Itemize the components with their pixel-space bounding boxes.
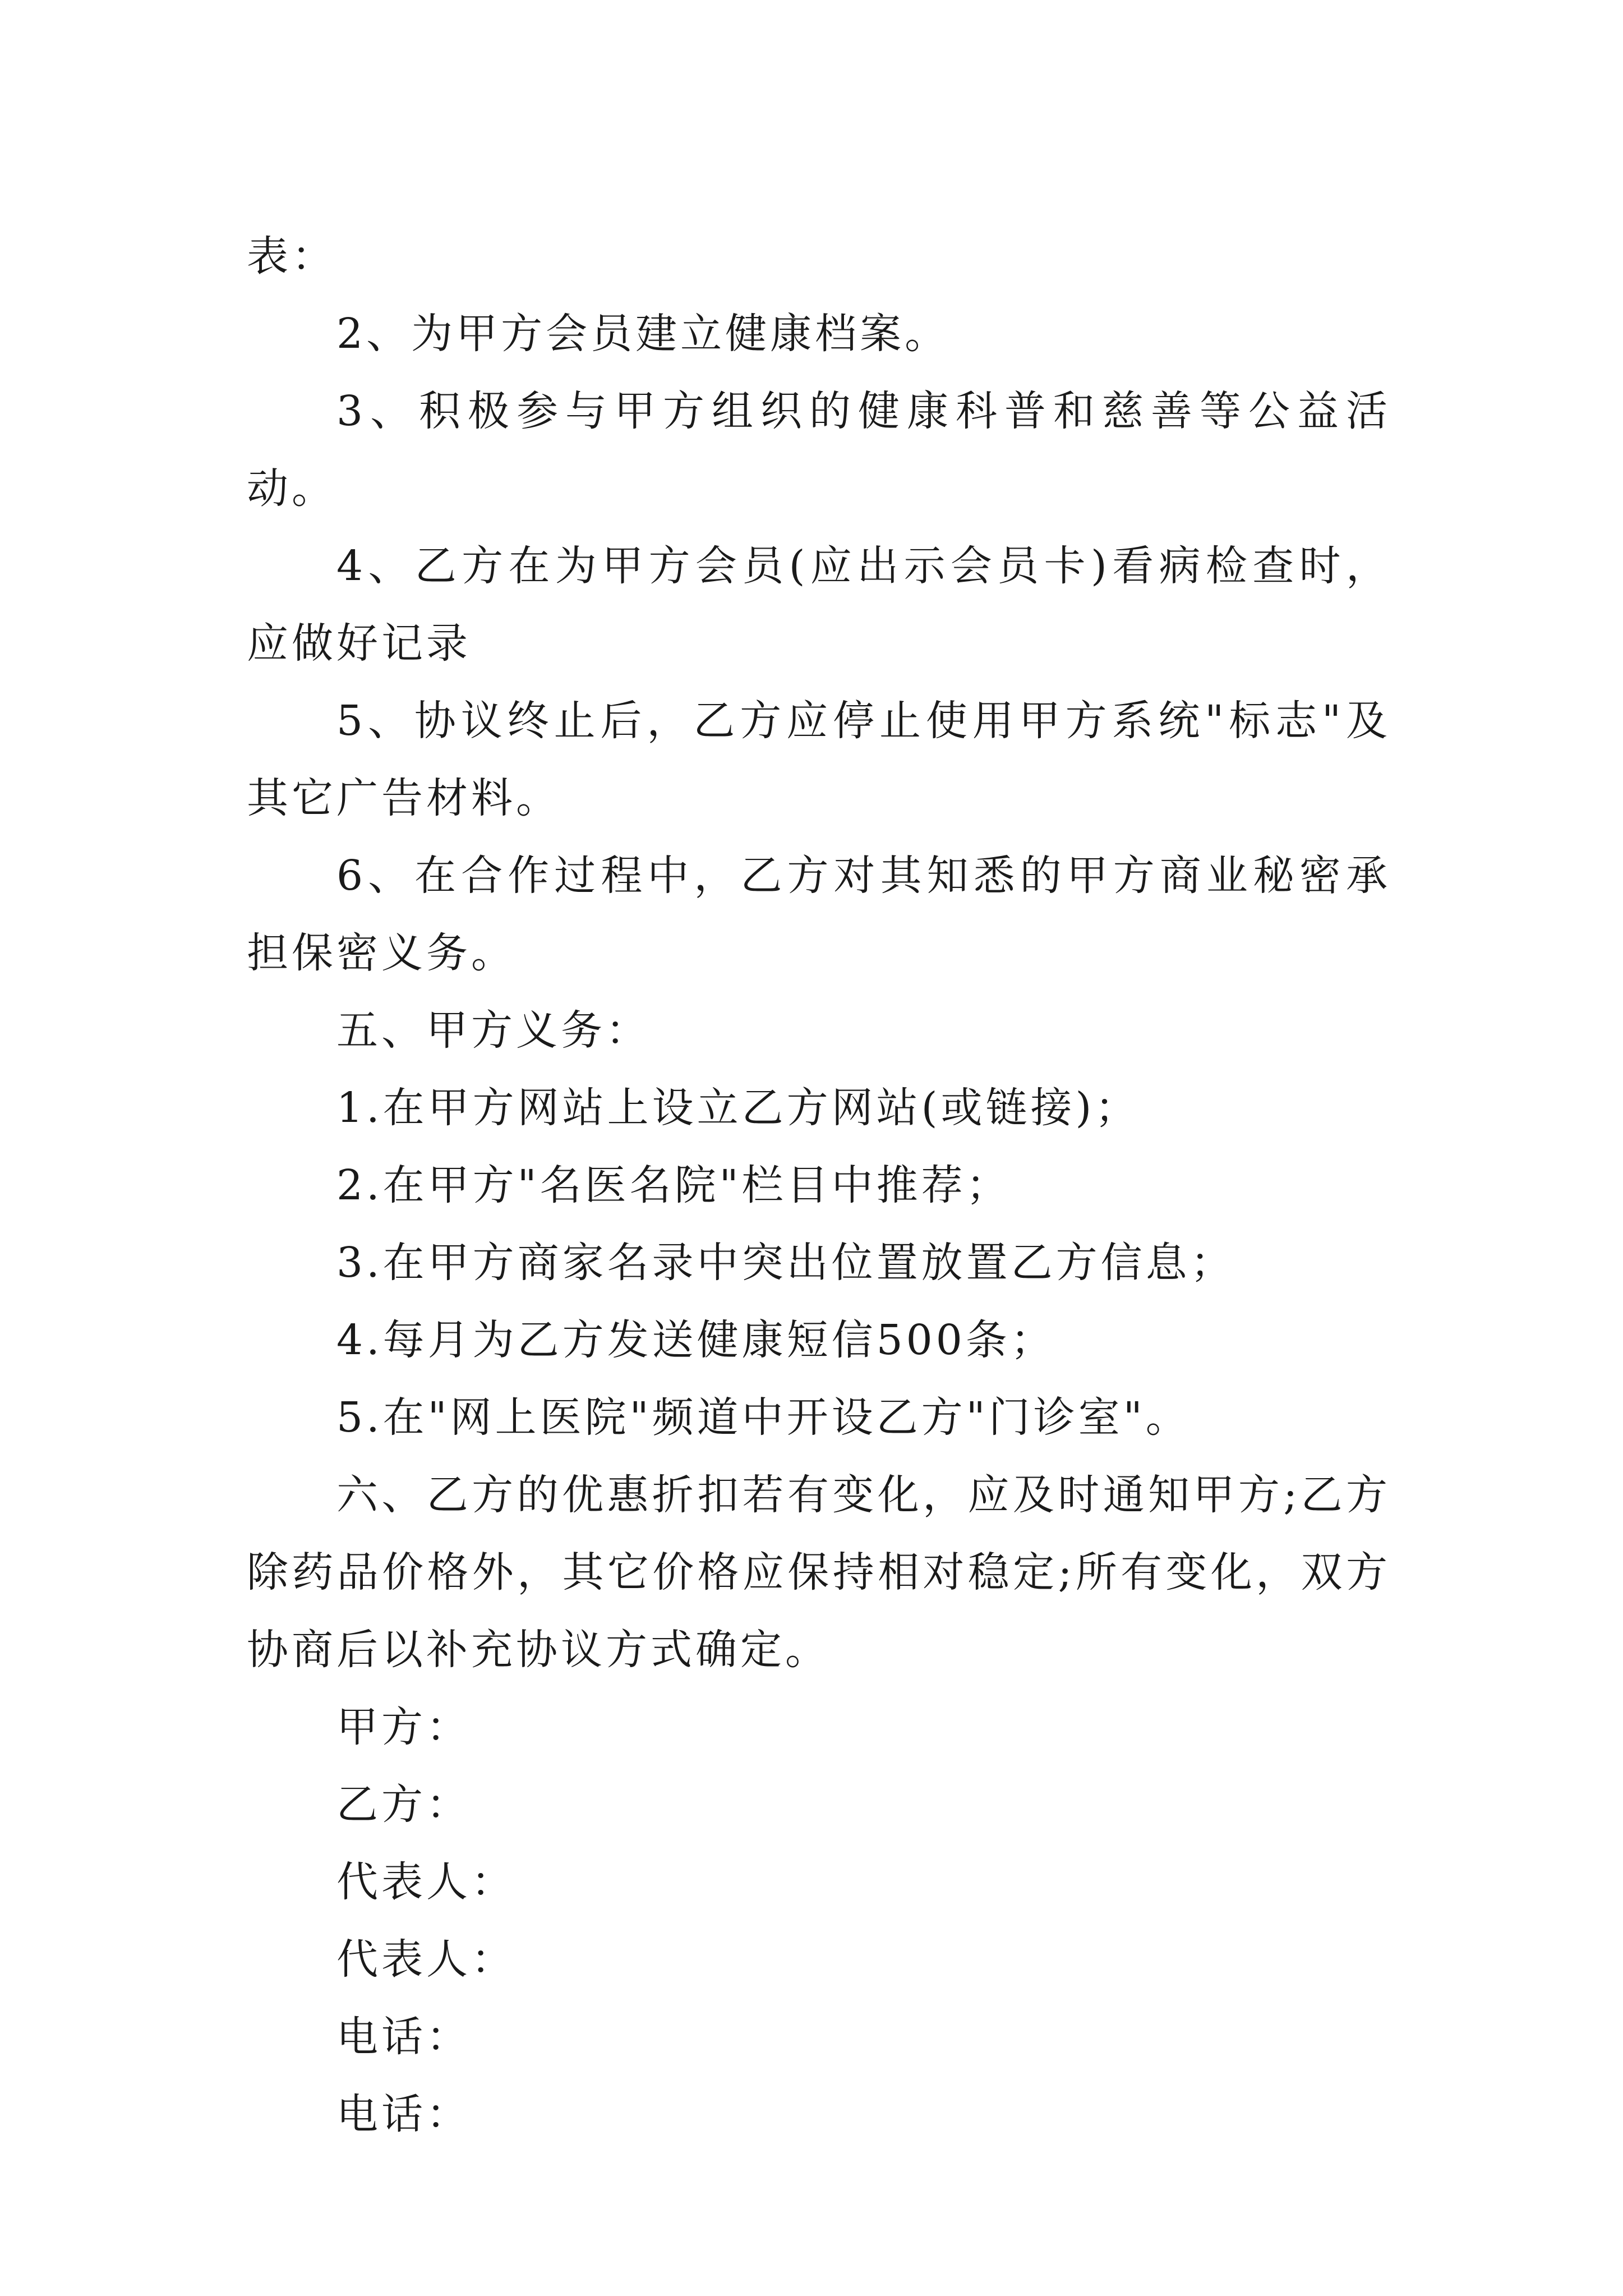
paragraph-item-6-confidentiality: 6、在合作过程中，乙方对其知悉的甲方商业秘密承担保密义务。 — [247, 852, 1391, 977]
signature-phone-a: 电话： — [336, 2013, 471, 2061]
paragraph-item-3-public-activities: 3、积极参与甲方组织的健康科普和慈善等公益活动。 — [247, 387, 1391, 513]
section-six-discount-changes: 六、乙方的优惠折扣若有变化，应及时通知甲方;乙方除药品价格外，其它价格应保持相对稳定;所有变化，双方协商后以补充协议方式确定。 — [247, 1471, 1391, 1674]
obligation-item-3: 3.在甲方商家名录中突出位置放置乙方信息； — [336, 1239, 1235, 1287]
signature-party-a: 甲方： — [336, 1703, 471, 1751]
signature-representative-b: 代表人： — [336, 1935, 516, 1984]
paragraph-item-2-health-records: 2、为甲方会员建立健康档案。 — [336, 310, 950, 358]
paragraph-item-5-stop-using-logo: 5、协议终止后，乙方应停止使用甲方系统"标志"及其它广告材料。 — [247, 697, 1391, 822]
signature-phone-b: 电话： — [336, 2090, 471, 2138]
obligation-item-5: 5.在"网上医院"频道中开设乙方"门诊室"。 — [336, 1393, 1191, 1442]
signature-party-b: 乙方： — [336, 1780, 471, 1829]
obligation-item-1: 1.在甲方网站上设立乙方网站(或链接)； — [336, 1084, 1140, 1132]
signature-representative-a: 代表人： — [336, 1858, 516, 1906]
paragraph-item-4-record-keeping: 4、乙方在为甲方会员(应出示会员卡)看病检查时，应做好记录 — [247, 542, 1391, 668]
section-heading-party-a-obligations: 五、甲方义务： — [336, 1006, 651, 1055]
obligation-item-4: 4.每月为乙方发送健康短信500条； — [336, 1316, 1055, 1364]
obligation-item-2: 2.在甲方"名医名院"栏目中推荐； — [336, 1161, 1011, 1209]
signature-block — [247, 1688, 1391, 2153]
paragraph-table-continuation: 表： — [247, 232, 336, 280]
document-body — [247, 218, 1391, 2153]
